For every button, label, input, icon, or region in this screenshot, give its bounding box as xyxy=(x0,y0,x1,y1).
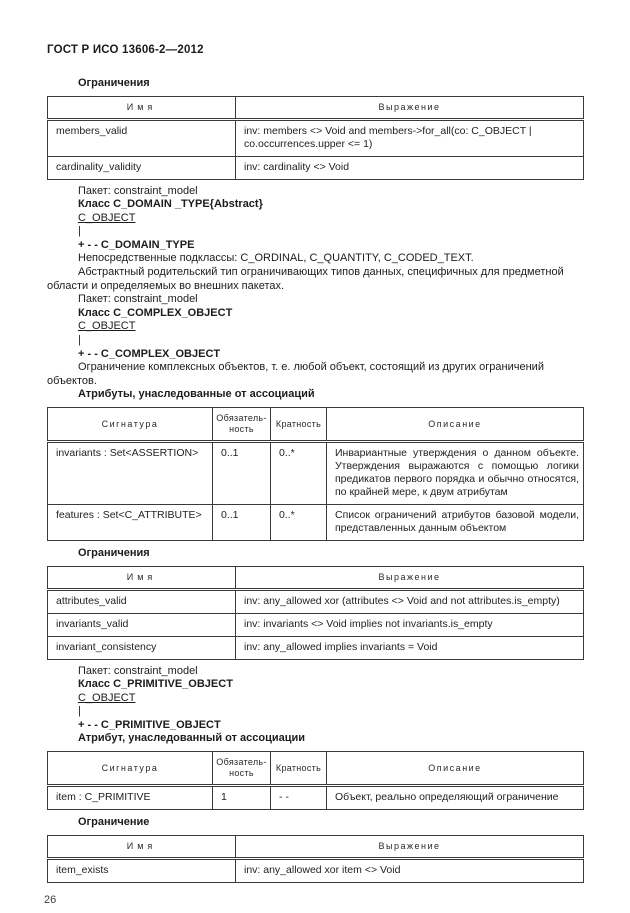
package-line: Пакет: constraint_model xyxy=(78,293,198,306)
parent-class-line xyxy=(47,692,583,706)
attribute-description: Список ограничений атрибутов базовой модели, представленных данным объектом xyxy=(327,505,584,541)
class-title: Класс C_COMPLEX_OBJECT xyxy=(78,306,233,319)
constraints-table-2 xyxy=(47,566,584,660)
attribute-cardinality: - - xyxy=(271,786,327,810)
constraint-name: cardinality_validity xyxy=(48,156,236,179)
column-header-signature: Сигнатура xyxy=(48,752,213,786)
package-line: Пакет: constraint_model xyxy=(78,664,198,677)
attribute-table xyxy=(47,751,584,810)
subclasses-line: Непосредственные подклассы: C_ORDINAL, C_QUANTITY, C_CODED_TEXT. xyxy=(78,252,474,265)
attribute-mandatory: 0..1 xyxy=(213,442,271,505)
constraint-name: invariant_consistency xyxy=(48,636,236,659)
attribute-description: Объект, реально определяющий ограничение xyxy=(327,786,584,810)
attribute-cardinality: 0..* xyxy=(271,505,327,541)
constraints-table-1 xyxy=(47,96,584,180)
constraint-expression: inv: invariants <> Void implies not invariants.is_empty xyxy=(236,613,584,636)
column-header-expression: Выражение xyxy=(236,835,584,858)
tree-pipe: | xyxy=(78,334,81,347)
heading-constraints-1: Ограничения xyxy=(78,77,150,89)
attribute-cardinality: 0..* xyxy=(271,442,327,505)
table-row xyxy=(48,613,584,636)
attribute-signature: invariants : Set<ASSERTION> xyxy=(48,442,213,505)
package-line: Пакет: constraint_model xyxy=(78,184,198,197)
page-number: 26 xyxy=(44,893,57,906)
table-header-row xyxy=(48,752,584,786)
constraint-expression: inv: any_allowed xor item <> Void xyxy=(236,858,584,882)
attribute-description: Инвариантные утверждения о данном объекте. Утверждения выражаются с помощью логики предикатов первого порядка и обычно относятся, по крайней мере, к двум атрибутам xyxy=(327,442,584,505)
column-header-cardinality: Кратность xyxy=(271,752,327,786)
constraint-name: item_exists xyxy=(48,858,236,882)
class-title: Класс C_DOMAIN _TYPE{Abstract} xyxy=(78,198,263,211)
column-header-name: Имя xyxy=(48,96,236,119)
column-header-expression: Выражение xyxy=(236,566,584,589)
heading-constraints-2: Ограничения xyxy=(78,547,150,559)
heading-attribute: Атрибут, унаследованный от ассоциации xyxy=(78,732,306,745)
class-description: Абстрактный родительский тип ограничивающих типов данных, специфичных для предметной области и определяемых во внешних пакетах. xyxy=(47,266,564,292)
column-header-description: Описание xyxy=(327,408,584,442)
table-row xyxy=(48,119,584,156)
tree-node: + - - C_PRIMITIVE_OBJECT xyxy=(78,718,221,731)
constraint-expression: inv: any_allowed implies invariants = Void xyxy=(236,636,584,659)
column-header-mandatory: Обязатель-ность xyxy=(213,408,271,442)
tree-pipe: | xyxy=(78,225,81,238)
constraint-name: members_valid xyxy=(48,119,236,156)
constraint-name: attributes_valid xyxy=(48,589,236,613)
table-header-row xyxy=(48,96,584,119)
parent-class-ref: C_OBJECT xyxy=(78,691,136,704)
parent-class-line xyxy=(47,212,583,226)
class-title: Класс C_PRIMITIVE_OBJECT xyxy=(78,678,233,691)
tree-node: + - - C_COMPLEX_OBJECT xyxy=(78,347,221,360)
table-row xyxy=(48,156,584,179)
tree-node: + - - C_DOMAIN_TYPE xyxy=(78,238,195,251)
table-row xyxy=(48,442,584,505)
column-header-expression: Выражение xyxy=(236,96,584,119)
column-header-mandatory: Обязатель-ность xyxy=(213,752,271,786)
table-header-row xyxy=(48,835,584,858)
heading-constraint: Ограничение xyxy=(78,816,150,829)
column-header-description: Описание xyxy=(327,752,584,786)
table-header-row xyxy=(48,408,584,442)
table-row xyxy=(48,858,584,882)
parent-class-line xyxy=(47,320,583,334)
constraint-expression: inv: any_allowed xor (attributes <> Void and not attributes.is_empty) xyxy=(236,589,584,613)
table-row xyxy=(48,636,584,659)
table-row xyxy=(48,589,584,613)
document-code-header: ГОСТ Р ИСО 13606-2—2012 xyxy=(47,44,204,56)
parent-class-ref: C_OBJECT xyxy=(78,211,136,224)
attributes-table xyxy=(47,407,584,541)
attribute-signature: features : Set<C_ATTRIBUTE> xyxy=(48,505,213,541)
table-row xyxy=(48,786,584,810)
table-row xyxy=(48,505,584,541)
column-header-cardinality: Кратность xyxy=(271,408,327,442)
constraint-name: invariants_valid xyxy=(48,613,236,636)
attribute-signature: item : C_PRIMITIVE xyxy=(48,786,213,810)
class-description: Ограничение комплексных объектов, т. е. любой объект, состоящий из других ограничений объектов. xyxy=(47,361,544,387)
constraint-table-3 xyxy=(47,835,584,883)
table-header-row xyxy=(48,566,584,589)
heading-attributes: Атрибуты, унаследованные от ассоциаций xyxy=(78,388,315,401)
column-header-signature: Сигнатура xyxy=(48,408,213,442)
column-header-name: Имя xyxy=(48,835,236,858)
parent-class-ref: C_OBJECT xyxy=(78,320,136,333)
column-header-name: Имя xyxy=(48,566,236,589)
constraint-expression: inv: cardinality <> Void xyxy=(236,156,584,179)
attribute-mandatory: 1 xyxy=(213,786,271,810)
attribute-mandatory: 0..1 xyxy=(213,505,271,541)
tree-pipe: | xyxy=(78,705,81,718)
constraint-expression: inv: members <> Void and members->for_all(co: C_OBJECT | co.occurrences.upper <= 1) xyxy=(236,119,584,156)
